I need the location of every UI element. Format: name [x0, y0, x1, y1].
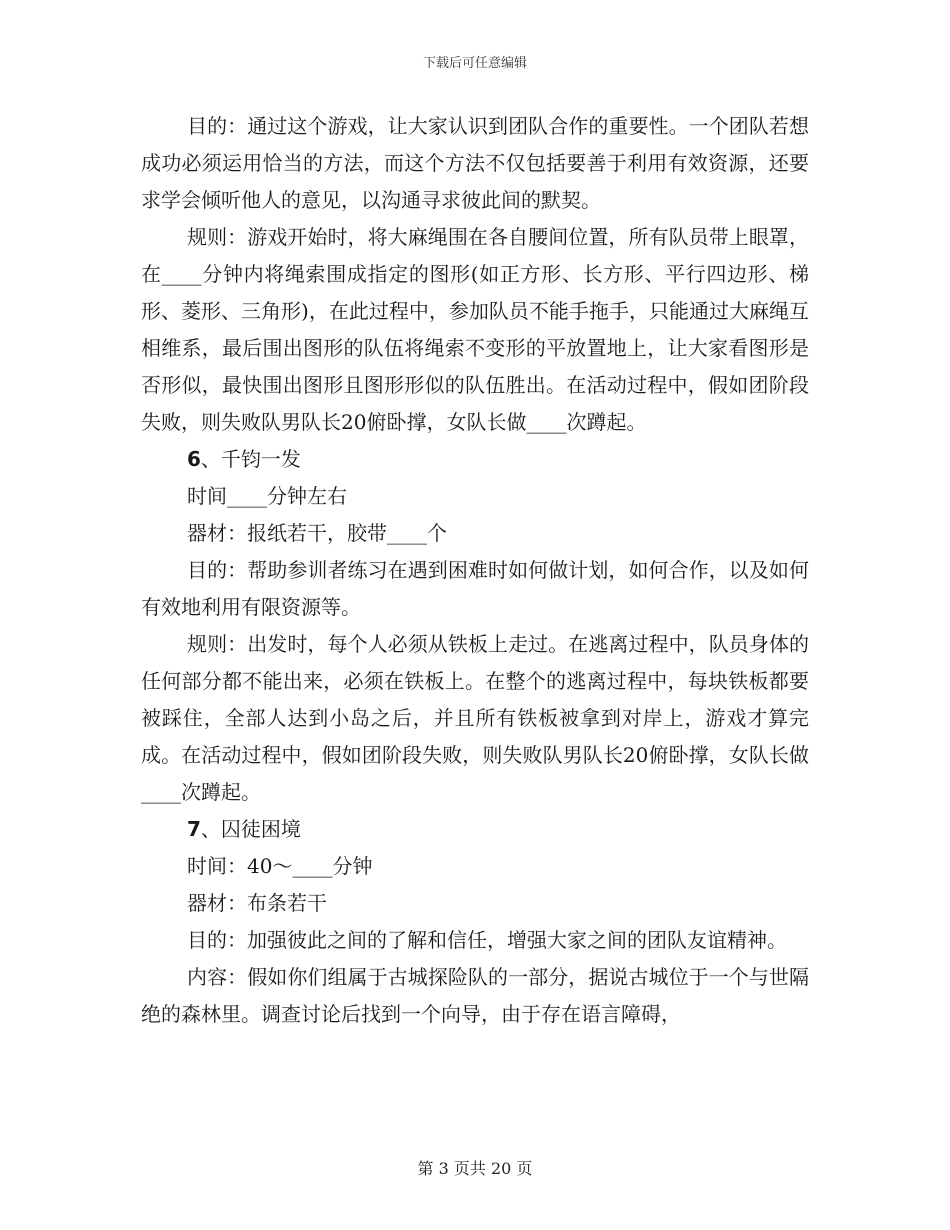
section-title-7: 、囚徒困境 [200, 817, 301, 841]
section-heading-6 [141, 441, 809, 478]
paragraph-rules-5: 规则：游戏开始时，将大麻绳围在各自腰间位置，所有队员带上眼罩，在____分钟内将绳索围成指定的图形(如正方形、长方形、平行四边形、梯形、菱形、三角形)，在此过程中，参加队员不能手拖手，只能通过大麻绳互相维系，最后围出图形的队伍将绳索不变形的平放置地上，让大家看图形是否形似，最快围出图形且图形形似的队伍胜出。在活动过程中，假如团阶段失败，则失败队男队长20俯卧撑，女队长做____次蹲起。 [141, 225, 809, 434]
section-heading-7 [141, 811, 809, 848]
section-number-6: 6 [187, 447, 201, 471]
section7-purpose: 目的：加强彼此之间的了解和信任，增强大家之间的团队友谊精神。 [187, 928, 787, 952]
section7-time: 时间：40～____分钟 [187, 854, 373, 878]
page-header: 下载后可任意编辑 [422, 56, 527, 71]
section6-rules: 规则：出发时，每个人必须从铁板上走过。在逃离过程中，队员身体的任何部分都不能出来，必须在铁板上。在整个的逃离过程中，每块铁板都要被踩住，全部人达到小岛之后，并且所有铁板被拿到对岸上，游戏才算完成。在活动过程中，假如团阶段失败，则失败队男队长20俯卧撑，女队长做____次蹲起。 [141, 632, 809, 804]
section7-content: 内容：假如你们组属于古城探险队的一部分，据说古城位于一个与世隔绝的森林里。调查讨论后找到一个向导，由于存在语言障碍， [141, 965, 809, 1026]
section-title-6: 、千钧一发 [200, 447, 301, 471]
section-number-7: 7 [187, 817, 201, 841]
section6-equipment: 器材：报纸若干，胶带____个 [187, 521, 447, 545]
paragraph-purpose-5: 目的：通过这个游戏，让大家认识到团队合作的重要性。一个团队若想成功必须运用恰当的方法，而这个方法不仅包括要善于利用有效资源，还要求学会倾听他人的意见，以沟通寻求彼此间的默契。 [141, 114, 809, 212]
document-body [141, 108, 809, 1033]
section6-time: 时间____分钟左右 [187, 484, 347, 508]
section7-equipment: 器材：布条若干 [187, 891, 327, 915]
page-footer: 第 3 页共 20 页 [417, 1159, 533, 1178]
section6-purpose: 目的：帮助参训者练习在遇到困难时如何做计划，如何合作，以及如何有效地利用有限资源等。 [141, 558, 809, 619]
